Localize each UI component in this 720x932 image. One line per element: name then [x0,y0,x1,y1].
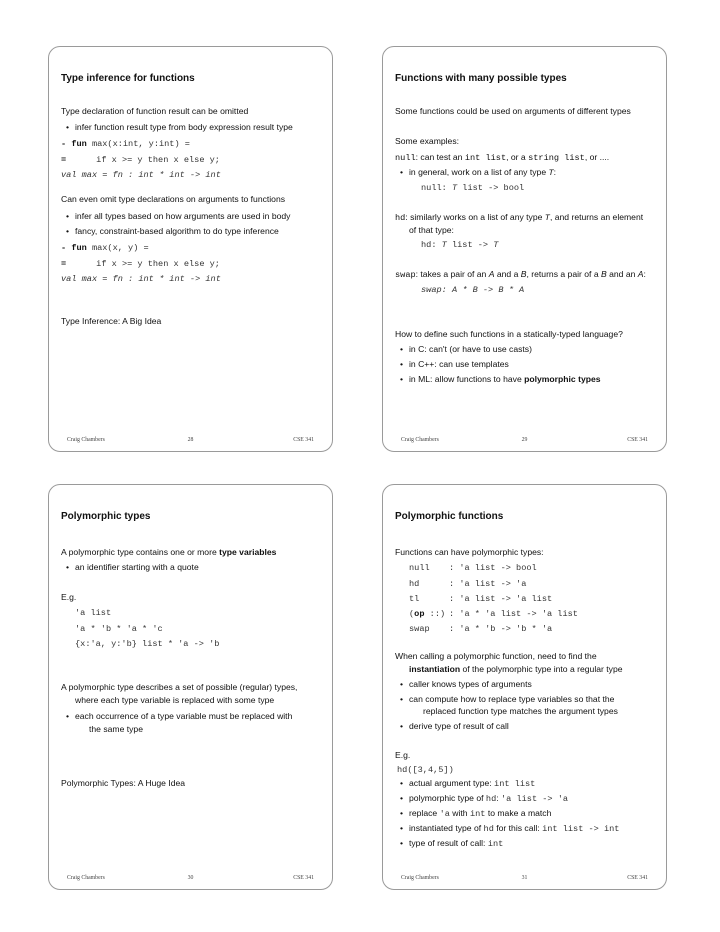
code-text: if x >= y then x else y; [96,259,220,269]
text-line: E.g. [395,750,411,760]
text-line: of that type: [409,225,454,235]
text-line: When calling a polymorphic function, need to find the [395,651,597,661]
bullet-text: • caller knows types of arguments [409,679,532,689]
bold-text: type variables [219,547,277,557]
text-span: and a [494,269,521,279]
bullet-text: • fancy, constraint-based algorithm to do type inference [75,226,279,236]
text-span: , and returns an element [549,212,644,222]
bullet-item [409,358,509,370]
inline-code: swap [395,270,416,280]
function-name [409,607,449,620]
text-line: replaced function type matches the argument types [423,706,618,716]
text-line: the same type [89,724,143,734]
text-line: Some functions could be used on arguments of different types [395,106,631,116]
text-span: : can test an [415,152,465,162]
code-text: hd: [421,240,442,250]
slide-29 [382,46,667,452]
text-line: How to define such functions in a statically-typed language? [395,329,623,339]
code-line [61,153,220,166]
inline-code: int [469,809,486,819]
code-line [421,238,498,251]
inline-code: null [395,153,416,163]
code-line [397,763,454,776]
code-line [61,241,149,254]
code-line [61,137,190,150]
code-line [61,168,221,181]
inline-code: int [487,839,504,849]
text-span: actual argument type: [409,778,495,788]
inline-code: int list [494,779,536,789]
text-span: : [643,269,646,279]
text-line: A polymorphic type describes a set of possible (regular) types, [61,682,298,692]
text-span: replace [409,808,440,818]
text-span: A polymorphic type contains one or more [61,547,220,557]
text-span: in general, work on a list of any type [409,167,549,177]
code-text: null: [421,183,452,193]
type-variable: T [451,183,458,193]
inline-code: int list [464,153,507,163]
code-text: swap: A * B -> B * A [421,285,525,295]
code-line [75,637,219,650]
text-span: to make a match [485,808,552,818]
slide-title: Functions with many possible types [395,73,567,84]
inline-code: 'a [439,809,450,819]
inline-code: string list [528,153,585,163]
code-keyword: - fun [61,243,87,253]
bullet-item [409,837,503,850]
type-variable: B [520,269,527,279]
text-span: with [449,808,470,818]
bullet-item [409,678,532,690]
bullet-text: • an identifier starting with a quote [75,562,199,572]
type-variable: T [441,240,447,250]
slide-title: Polymorphic functions [395,511,504,522]
code-text: val max = fn : int * int -> int [61,170,221,180]
type-row [409,607,578,620]
code-line [421,283,524,296]
big-idea-text: Type Inference: A Big Idea [61,316,162,326]
text-line [395,151,609,164]
code-text: max(x, y) = [86,243,149,253]
bullet-text [409,823,619,833]
text-span: , returns a pair of a [526,269,601,279]
text-span: , or .... [584,152,610,162]
code-line [75,622,163,635]
code-text: max(x:int, y:int) = [86,139,190,149]
bullet-item [75,121,293,133]
bullet-text: • each occurrence of a type variable must be replaced with [75,711,292,721]
text-span: for this call: [493,823,543,833]
inline-code: hd [485,794,497,804]
slide-title: Polymorphic types [61,511,151,522]
function-type: : 'a * 'b -> 'b * 'a [449,624,553,634]
text-span: : similarly works on a list of any type [405,212,545,222]
footer-author: Craig Chambers [67,437,105,443]
bullet-text [409,838,503,848]
bullet-item [409,343,532,355]
bullet-item [75,710,292,722]
text-span: , or a [506,152,529,162]
text-line: Can even omit type declarations on arguments to functions [61,194,286,204]
bullet-item [409,777,535,790]
inline-code: hd [483,824,494,834]
bullet-item [409,792,568,805]
function-name: hd [409,579,420,589]
footer-course: CSE 341 [627,437,648,443]
code-text: if x >= y then x else y; [96,155,220,165]
code-keyword: - fun [61,139,87,149]
bullet-text: • in C: can't (or have to use casts) [409,344,532,354]
code-text: ::) [424,609,446,619]
text-span: instantiated type of [409,823,484,833]
code-text: val max = fn : int * int -> int [61,274,221,284]
text-span: : [553,167,557,177]
code-text: list -> [446,240,494,250]
function-type: : 'a * 'a list -> 'a list [449,609,578,619]
slide-number: 28 [187,437,194,443]
bullet-item [75,225,279,237]
text-span: in ML: allow functions to have [409,374,525,384]
code-line [61,272,221,285]
text-line [395,268,646,281]
text-line: Some examples: [395,136,460,146]
inline-code: int list -> int [542,824,620,834]
bullet-text: • infer all types based on how arguments are used in body [75,211,290,221]
function-name: tl [409,594,420,604]
code-line [421,181,524,194]
bullet-text [409,167,556,177]
slide-number: 29 [521,437,528,443]
text-span: polymorphic type of [409,793,486,803]
code-text: 'a * 'b * 'a * 'c [75,624,163,634]
type-variable: T [548,168,554,178]
text-line [409,663,623,675]
bullet-text [409,793,568,803]
code-text: hd([3,4,5]) [397,765,454,775]
slide-number: 30 [187,875,194,881]
slide-28 [48,46,333,452]
function-type: : 'a list -> bool [449,563,537,573]
code-text: ( [409,609,415,619]
code-line [75,606,111,619]
text-line [61,546,276,558]
code-text: list -> bool [457,183,525,193]
function-type: : 'a list -> 'a list [449,594,553,604]
type-variable: T [493,240,499,250]
type-variable: A [488,269,495,279]
bullet-item [409,807,551,820]
bullet-item [409,166,556,179]
type-variable: T [544,213,550,223]
bullet-text: • can compute how to replace type variables so that the [409,694,614,704]
code-line [61,257,220,270]
inline-code: 'a list -> 'a [501,794,569,804]
bullet-text: • in C++: can use templates [409,359,509,369]
big-idea-text: Polymorphic Types: A Huge Idea [61,778,186,788]
text-span: : [496,793,502,803]
code-keyword: op [414,609,425,619]
inline-code: hd [395,213,406,223]
code-text: {x:'a, y:'b} list * 'a -> 'b [75,639,220,649]
bullet-text [409,808,551,818]
text-line: where each type variable is replaced with some type [75,695,275,705]
footer-author: Craig Chambers [401,437,439,443]
type-variable: B [601,269,607,279]
footer-course: CSE 341 [293,437,314,443]
slide-title: Type inference for functions [61,73,195,84]
bullet-item [75,210,290,222]
bold-text: instantiation [409,664,461,674]
bullet-item [409,720,509,732]
type-row [409,622,552,635]
code-keyword: = [61,259,67,269]
text-span: and an [606,269,638,279]
bullet-item [75,561,199,573]
bullet-text [409,778,535,788]
text-line: E.g. [61,592,77,602]
bullet-text: • infer function result type from body expression result type [75,122,293,132]
bold-text: polymorphic types [524,374,601,384]
function-type: : 'a list -> 'a [449,579,527,589]
bullet-item [409,693,614,705]
bullet-item [409,373,601,385]
slide-30 [48,484,333,890]
text-line: Type declaration of function result can be omitted [61,106,249,116]
footer-author: Craig Chambers [67,875,105,881]
slide-31 [382,484,667,890]
text-span: type of result of call: [409,838,488,848]
text-span: : takes a pair of an [415,269,489,279]
code-keyword: = [61,155,67,165]
text-line [395,211,643,224]
text-line: Functions can have polymorphic types: [395,547,544,557]
footer-author: Craig Chambers [401,875,439,881]
bullet-text: • derive type of result of call [409,721,509,731]
function-name: null [409,563,430,573]
function-name: swap [409,624,430,634]
type-variable: A [637,269,644,279]
footer-course: CSE 341 [627,875,648,881]
slide-number: 31 [521,875,528,881]
footer-course: CSE 341 [293,875,314,881]
bullet-item [409,822,619,835]
code-text: 'a list [75,608,112,618]
type-row [409,561,537,574]
bullet-text [409,374,601,384]
type-row [409,592,552,605]
type-row [409,577,526,590]
text-span: of the polymorphic type into a regular type [460,664,623,674]
